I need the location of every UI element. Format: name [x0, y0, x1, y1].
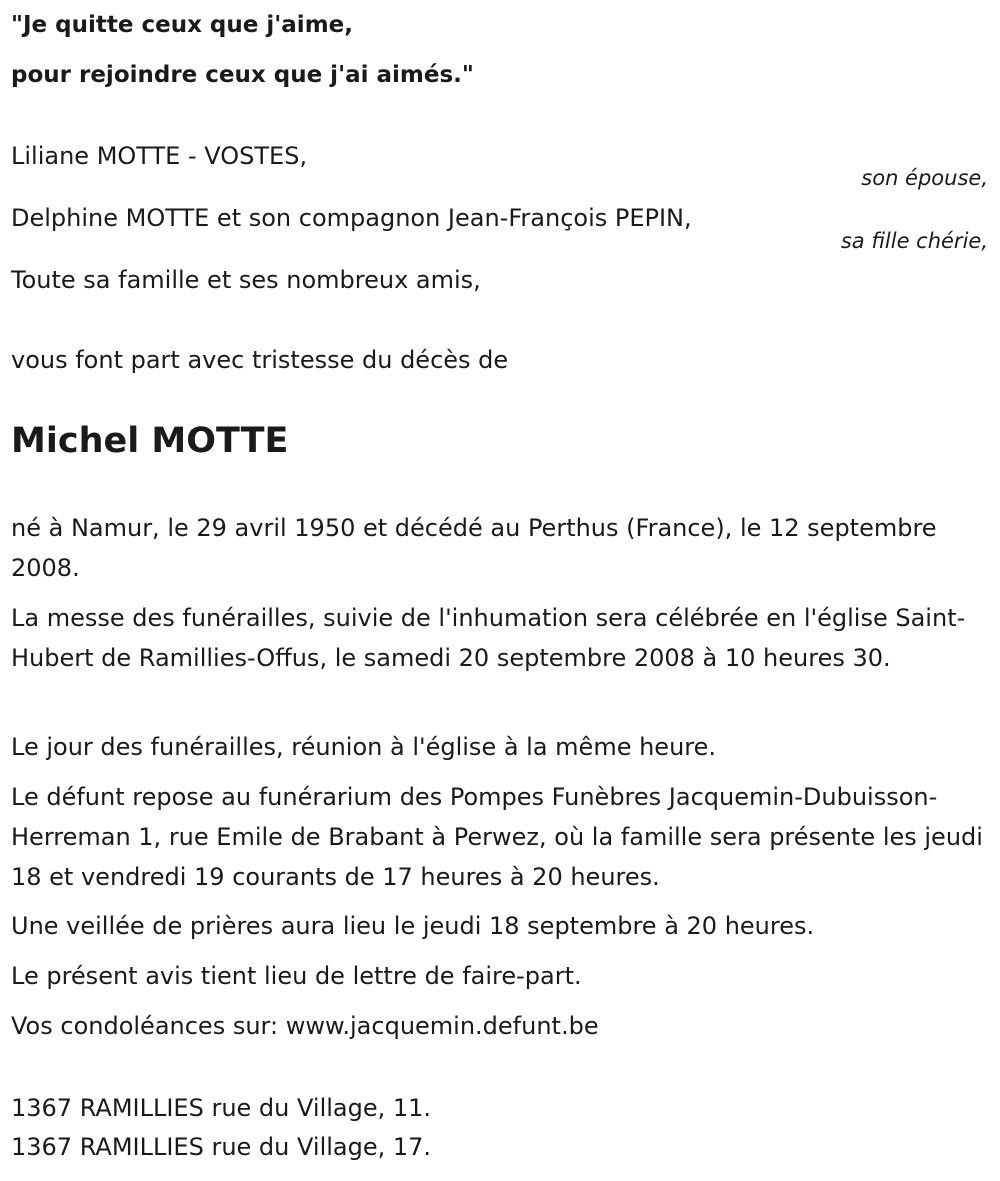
- paragraph-funeral-mass: La messe des funérailles, suivie de l'inhumation sera célébrée en l'église Saint-Hubert de Ramillies-Offus, le samedi 20 septembre 2008 à 10 heures 30.: [11, 604, 966, 672]
- deceased-name: Michel MOTTE: [11, 421, 289, 461]
- relation-spouse: son épouse,: [861, 166, 988, 190]
- paragraph-funerarium: Le défunt repose au funérarium des Pompes Funèbres Jacquemin-Dubuisson-Herreman 1, rue Emile de Brabant à Perwez, où la famille sera présente les jeudi 18 et vendredi 19 courants de 17 heures à 20 heures.: [11, 783, 983, 891]
- address-2: 1367 RAMILLIES rue du Village, 17.: [11, 1133, 432, 1161]
- paragraph-birth-death: né à Namur, le 29 avril 1950 et décédé au Perthus (France), le 12 septembre 2008.: [11, 514, 937, 582]
- paragraph-condolences: Vos condoléances sur: www.jacquemin.defunt.be: [11, 1012, 599, 1040]
- quote-line-2: pour rejoindre ceux que j'ai aimés.": [11, 62, 474, 88]
- address-1: 1367 RAMILLIES rue du Village, 11.: [11, 1094, 432, 1122]
- announcement-text: vous font part avec tristesse du décès de: [11, 346, 509, 374]
- paragraph-vigil: Une veillée de prières aura lieu le jeudi 18 septembre à 20 heures.: [11, 912, 815, 940]
- family-member-others: Toute sa famille et ses nombreux amis,: [11, 266, 481, 294]
- family-member-spouse: Liliane MOTTE - VOSTES,: [11, 142, 308, 170]
- paragraph-notice: Le présent avis tient lieu de lettre de faire-part.: [11, 962, 582, 990]
- family-member-daughter: Delphine MOTTE et son compagnon Jean-François PEPIN,: [11, 204, 692, 232]
- quote-line-1: "Je quitte ceux que j'aime,: [11, 12, 353, 38]
- relation-daughter: sa fille chérie,: [840, 229, 988, 253]
- paragraph-funeral-meeting: Le jour des funérailles, réunion à l'église à la même heure.: [11, 733, 717, 761]
